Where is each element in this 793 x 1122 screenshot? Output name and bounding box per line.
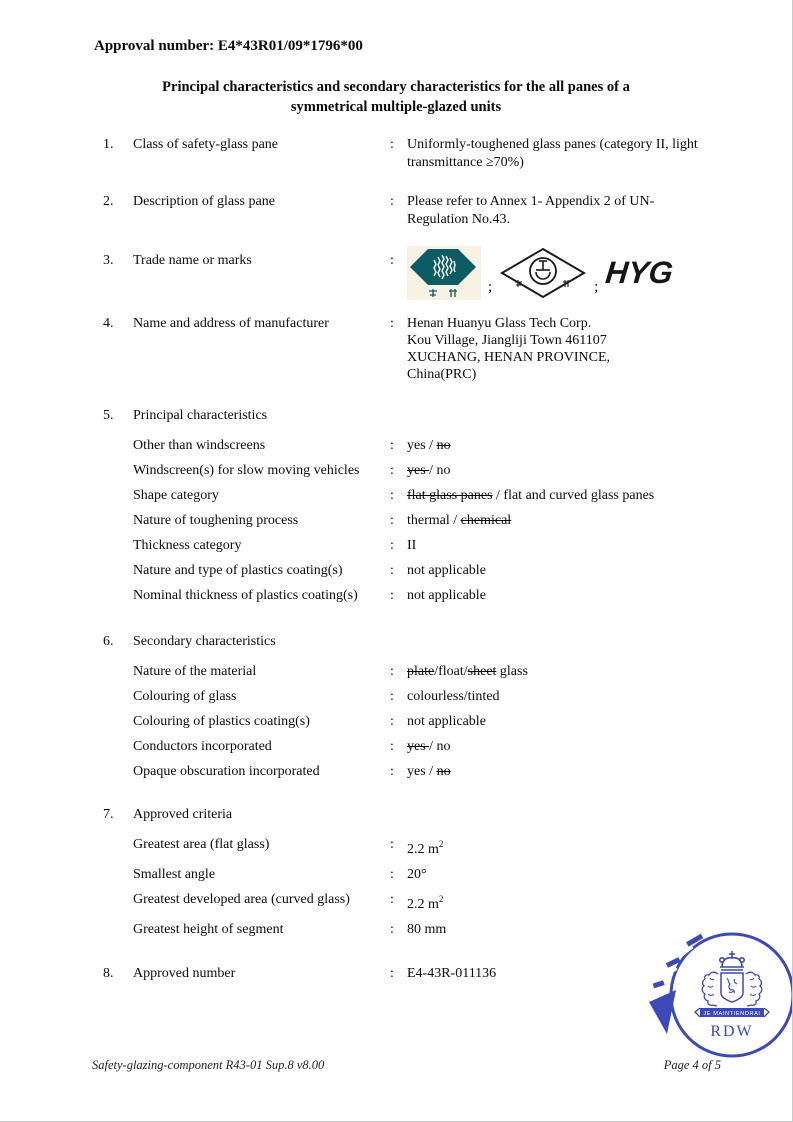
value-cell [407,832,707,862]
value-cell [407,508,707,533]
approval-number: Approval number: E4*43R01/09*1796*00 [94,38,363,54]
item-label: Conductors incorporated [133,739,272,754]
item-number: 7. [103,807,114,822]
item-label: Colouring of glass [133,689,237,704]
item-label: Nature and type of plastics coating(s) [133,563,343,578]
value-text: / no [429,463,451,478]
sub-characteristic-row [0,558,793,583]
value-text: 2 [438,839,444,849]
sub-characteristic-row [0,458,793,483]
colon: : [390,764,394,779]
colon: : [390,867,394,882]
colon: : [390,892,394,907]
separator: ; [594,279,599,295]
item-number: 3. [103,253,114,268]
value-cell [407,136,707,172]
colon: : [390,664,394,679]
value-text: Please refer to Annex 1- Appendix 2 of UN-Regulation No.43. [407,194,655,227]
value-text: yes / [407,764,437,779]
item-row [0,407,793,425]
colon: : [390,563,394,578]
value-line: Kou Village, Jiangliji Town 461107 [407,333,607,348]
sub-characteristic-row [0,759,793,784]
item-label: Approved criteria [133,807,233,822]
colon: : [390,538,394,553]
footer-page-number: Page 4 of 5 [663,1058,721,1072]
item-section [0,315,793,383]
separator: ; [488,279,493,295]
item-label: Other than windscreens [133,438,266,453]
colon: : [390,922,394,937]
value-text: yes / [407,438,437,453]
value-cell [407,533,707,558]
colon: : [390,194,394,209]
diamond-circle-logo [499,246,587,300]
struck-option: no [436,438,451,453]
item-number: 1. [103,137,114,152]
value-cell [407,558,707,583]
item-section [0,407,793,608]
value-text: II [407,538,417,553]
item-row [0,136,793,172]
item-label: Secondary characteristics [133,634,276,649]
value-text: /float/ [434,664,468,679]
colon: : [390,513,394,528]
value-cell [407,583,707,608]
value-cell [407,887,707,917]
sub-characteristic-row [0,887,793,917]
rdw-text: RDW [710,1023,754,1040]
value-cell [407,244,707,300]
item-label: Name and address of manufacturer [133,316,329,331]
items [0,136,793,983]
struck-option: plate [407,664,435,679]
item-row [0,315,793,383]
colon: : [390,966,394,981]
sub-characteristic-row [0,483,793,508]
item-label: Approved number [133,966,236,981]
shield-icon [721,973,743,1002]
value-line: China(PRC) [407,367,477,382]
value-cell [407,433,707,458]
value-text: not applicable [407,588,486,603]
value-text: Uniformly-toughened glass panes (category II, light transmittance ≥70%) [407,137,698,170]
value-line: XUCHANG, HENAN PROVINCE, [407,350,610,365]
struck-option: flat glass panes [407,488,493,503]
item-number: 8. [103,966,114,981]
rdw-stamp [640,922,793,1062]
item-row [0,633,793,651]
item-label: Shape category [133,488,219,503]
colon: : [390,488,394,503]
hyg-text-logo: HYG [604,255,676,290]
sub-characteristic-row [0,508,793,533]
item-label: Nature of the material [133,664,257,679]
value-text: 80 mm [407,922,447,937]
sub-characteristic-row [0,734,793,759]
value-cell [407,193,707,229]
sub-characteristic-row [0,533,793,558]
colon: : [390,253,394,268]
value-text: thermal / [407,513,461,528]
struck-option: yes [407,463,430,478]
value-line: Henan Huanyu Glass Tech Corp. [407,316,592,331]
item-number: 6. [103,634,114,649]
sub-characteristic-row [0,709,793,734]
item-row [0,806,793,824]
value-text: colourless/tinted [407,689,500,704]
value-text: 2.2 m [407,897,439,912]
item-label: Colouring of plastics coating(s) [133,714,310,729]
item-label: Smallest angle [133,867,216,882]
item-label: Class of safety-glass pane [133,137,279,152]
item-number: 4. [103,316,114,331]
colon: : [390,714,394,729]
crown-icon [720,951,744,970]
lion-supporter-right [746,972,762,1006]
item-label: Principal characteristics [133,408,268,423]
motto-text: JE MAINTIENDRAI [703,1011,761,1017]
value-text: not applicable [407,714,486,729]
teal-hexagon-wave-logo [407,246,481,300]
colon: : [390,137,394,152]
value-text: 2.2 m [407,842,439,857]
colon: : [390,588,394,603]
item-label: Greatest developed area (curved glass) [133,892,350,907]
item-section [0,136,793,172]
item-section [0,193,793,229]
value-text: glass [496,664,528,679]
colon: : [390,316,394,331]
value-cell [407,458,707,483]
title-line-2: symmetrical multiple-glazed units [290,99,502,115]
page-title [0,77,792,117]
value-cell [407,759,707,784]
item-label: Thickness category [133,538,242,553]
sub-characteristic-row [0,832,793,862]
item-label: Trade name or marks [133,253,252,268]
item-label: Nominal thickness of plastics coating(s) [133,588,358,603]
trade-marks [407,246,676,300]
sub-characteristic-row [0,684,793,709]
struck-option: yes [407,739,430,754]
value-cell [407,483,707,508]
value-cell [407,315,707,383]
colon: : [390,739,394,754]
colon: : [390,837,394,852]
item-label: Greatest height of segment [133,922,284,937]
value-text: 2 [438,894,444,904]
item-label: Greatest area (flat glass) [133,837,270,852]
colon: : [390,689,394,704]
value-cell [407,684,707,709]
sub-characteristic-row [0,659,793,684]
sub-characteristic-row [0,433,793,458]
item-label: Description of glass pane [133,194,275,209]
item-row [0,193,793,229]
item-number: 5. [103,408,114,423]
lion-supporter-left [702,972,718,1006]
sub-characteristic-row [0,862,793,887]
value-cell [407,862,707,887]
value-text: 20° [407,867,427,882]
item-label: Nature of toughening process [133,513,299,528]
item-label: Opaque obscuration incorporated [133,764,320,779]
value-cell [407,734,707,759]
footer-document-id: Safety-glazing-component R43-01 Sup.8 v8.00 [92,1058,325,1072]
value-text: / flat and curved glass panes [492,488,655,503]
struck-option: sheet [467,664,497,679]
item-number: 2. [103,194,114,209]
value-text: / no [429,739,451,754]
struck-option: chemical [460,513,512,528]
item-section [0,252,793,300]
item-label: Windscreen(s) for slow moving vehicles [133,463,360,478]
title-line-1: Principal characteristics and secondary characteristics for the all panes of a [162,79,630,95]
value-cell [407,709,707,734]
struck-option: no [436,764,451,779]
item-row [0,252,793,300]
value-text: not applicable [407,563,486,578]
colon: : [390,438,394,453]
value-cell [407,659,707,684]
value-text: E4-43R-011136 [407,966,497,981]
colon: : [390,463,394,478]
sub-characteristic-row [0,583,793,608]
item-section [0,633,793,784]
